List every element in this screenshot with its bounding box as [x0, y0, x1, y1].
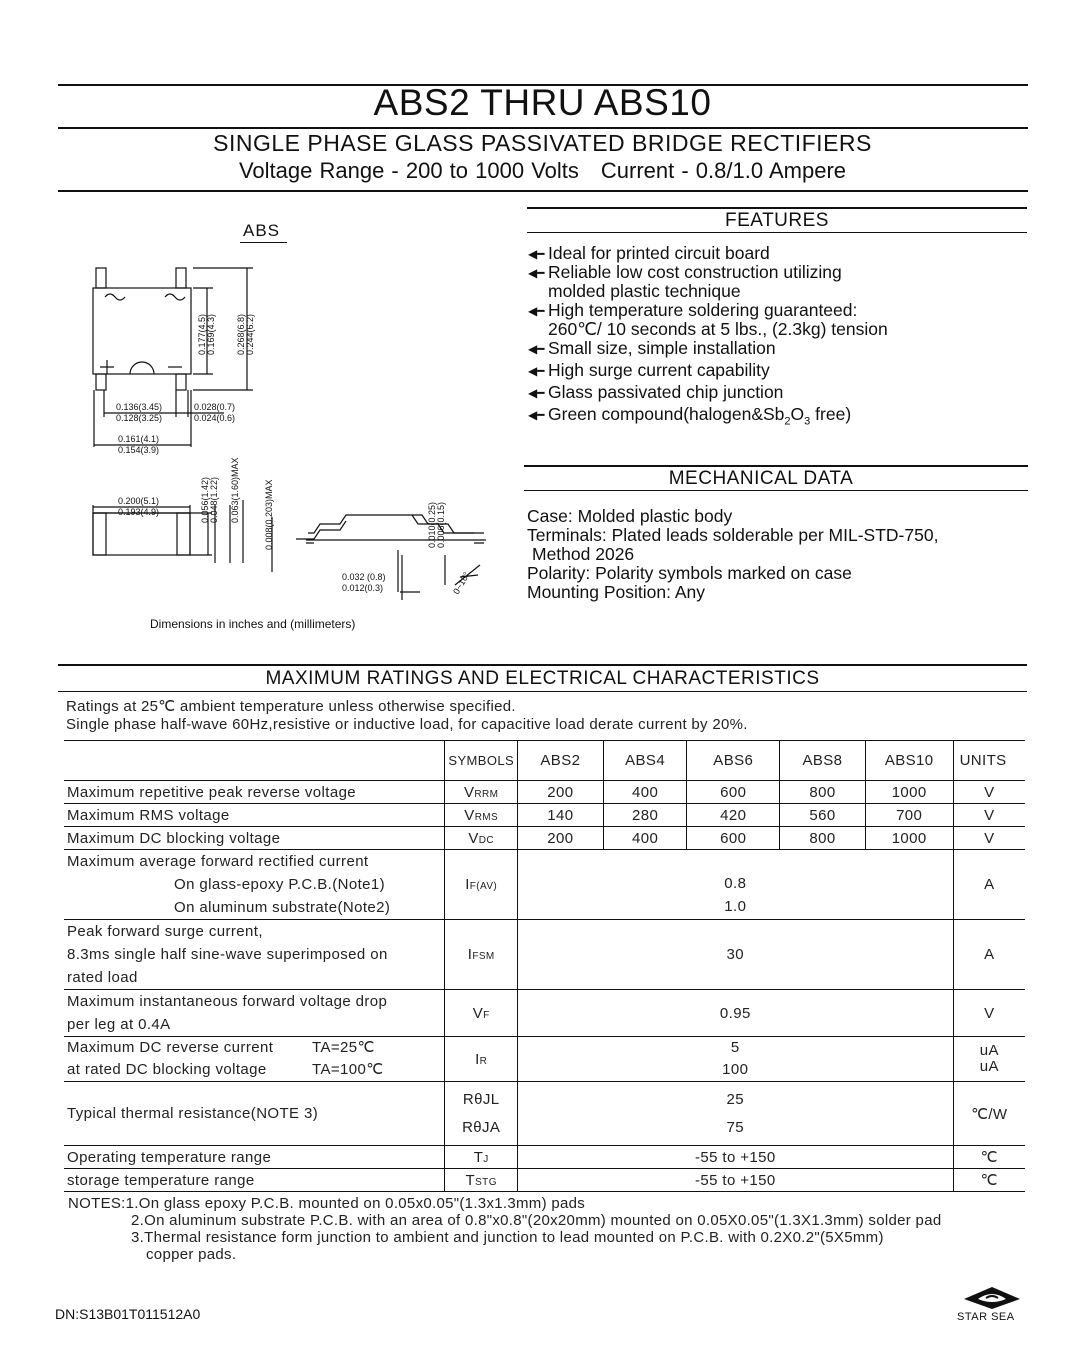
features-top-rule [527, 207, 1027, 209]
value-cell: -55 to +150 [518, 1146, 954, 1169]
unit-cell: ℃/W [953, 1082, 1025, 1146]
value-cell: 1000 [865, 781, 953, 804]
table-row-ifav [64, 850, 1025, 920]
feature-item-green: ◀━ Green $compound(halogen\&Sb_2O_3$ free) [528, 404, 852, 428]
symbol-cell: VRMS [445, 804, 518, 827]
value-cell: 700 [865, 804, 953, 827]
arrow-left-icon: ◀━ [528, 386, 545, 400]
value-cell: 400 [603, 781, 687, 804]
table-row-vdc [64, 827, 1025, 850]
value-cell: 140 [518, 804, 604, 827]
table-row-ir [64, 1037, 1025, 1082]
arrow-left-icon: ◀━ [528, 364, 545, 378]
value-cell: 200 [518, 781, 604, 804]
value-cell: 400 [603, 827, 687, 850]
symbol-cell: RθJL RθJA [445, 1082, 518, 1146]
dim-0-048: 0.048(1.22) [209, 476, 219, 523]
logo-text: STAR SEA [957, 1311, 1015, 1323]
row-label: Maximum repetitive peak reverse voltage [67, 783, 357, 801]
unit-cell: V [953, 827, 1025, 850]
ratings-top-rule [58, 664, 1027, 666]
row-label: Typical thermal resistance(NOTE 3) [67, 1105, 319, 1122]
symbol-cell: TSTG [445, 1169, 518, 1192]
star-sea-logo-icon [962, 1285, 1022, 1311]
note-2: 2.On aluminum substrate P.C.B. with an area of 0.8"x0.8"(20x20mm) mounted on 0.05X0.05"(1.3X1.3mm) solder pad [131, 1212, 942, 1229]
table-row-tstg [64, 1169, 1025, 1192]
dim-0-154: 0.154(3.9) [118, 445, 160, 455]
arrow-left-icon: ◀━ [528, 247, 545, 261]
unit-cell: A [953, 920, 1025, 990]
feature-item: ◀━ Reliable low cost construction utilizing molded plastic technique [528, 262, 842, 301]
table-row-thermal [64, 1082, 1025, 1146]
dim-0-177: 0.177(4.5) [197, 313, 207, 355]
dim-0-161: 0.161(4.1) [118, 434, 160, 444]
dim-angle: 0~10° [451, 570, 472, 596]
dim-0-008-max: 0.008(0.203)MAX [264, 479, 274, 550]
plus-symbol [100, 360, 114, 374]
ratings-heading-rule [58, 691, 1027, 692]
value-cell: 0.8 1.0 [518, 850, 954, 920]
features-heading: FEATURES [725, 210, 829, 231]
row-label: Maximum DC blocking voltage [67, 829, 281, 847]
value-cell: 600 [687, 827, 780, 850]
symbol-cell: IFSM [445, 920, 518, 990]
lead-bottom-left [96, 374, 106, 390]
ratings-note-2: Single phase half-wave 60Hz,resistive or inductive load, for capacitive load derate current by 20%. [66, 716, 748, 733]
value-cell: 280 [603, 804, 687, 827]
package-top-view [93, 288, 191, 374]
package-label: ABS [243, 221, 281, 240]
mechanical-data [527, 507, 938, 602]
dim-0-136: 0.136(3.45) [116, 402, 163, 412]
row-label: Maximum instantaneous forward voltage drop per leg at 0.4A [67, 993, 388, 1033]
unit-cell: ℃ [953, 1169, 1025, 1192]
table-row-tj [64, 1146, 1025, 1169]
header-units: UNITS [953, 741, 1025, 781]
lead-top-right [176, 268, 186, 288]
note-3: 3.Thermal resistance form junction to ambient and junction to lead mounted on P.C.B. with 0.2X0.2"(5X5mm) [131, 1229, 884, 1246]
ratings-heading: MAXIMUM RATINGS AND ELECTRICAL CHARACTERISTICS [265, 668, 820, 689]
symbol-cell: VDC [445, 827, 518, 850]
header-bottom-rule [58, 190, 1028, 192]
dim-0-200: 0.200(5.1) [118, 496, 160, 506]
dim-0-028: 0.028(0.7) [194, 402, 236, 412]
dim-0-012: 0.012(0.3) [342, 583, 384, 593]
header-abs8: ABS8 [780, 741, 866, 781]
arrow-left-icon: ◀━ [528, 266, 545, 280]
row-label: Maximum RMS voltage [67, 806, 230, 824]
feature-item: ◀━ Ideal for printed circuit board [528, 243, 770, 263]
voltage-range: Voltage Range - 200 to 1000 Volts [238, 158, 579, 183]
feature-item: ◀━ High surge current capability [528, 360, 770, 380]
unit-cell: A [953, 850, 1025, 920]
header-abs10: ABS10 [865, 741, 953, 781]
value-cell: 420 [687, 804, 780, 827]
value-cell: 5 100 [518, 1037, 954, 1082]
dim-0-063-max: 0.063(1.60)MAX [230, 457, 240, 523]
mech-method: Method 2026 [532, 544, 635, 564]
symbol-cell: IF(AV) [445, 850, 518, 920]
feature-item: ◀━ Small size, simple installation [528, 338, 776, 358]
mech-mounting: Mounting Position: Any [527, 582, 706, 602]
dim-0-056: 0.056(1.42) [200, 476, 210, 523]
row-label: Peak forward surge current, 8.3ms single half sine-wave superimposed on rated load [67, 923, 388, 986]
arrow-left-icon: ◀━ [528, 304, 545, 318]
symbol-cell: TJ [445, 1146, 518, 1169]
value-cell: 800 [780, 781, 866, 804]
header-abs2: ABS2 [518, 741, 604, 781]
unit-cell: ℃ [953, 1146, 1025, 1169]
dim-0-193: 0.193(4.9) [118, 507, 160, 517]
row-label: Operating temperature range [67, 1148, 272, 1166]
package-side-view [93, 513, 190, 555]
ratings-notes [66, 698, 748, 734]
row-label: storage temperature range [67, 1171, 255, 1189]
package-label-underline [240, 242, 287, 243]
unit-cell: V [953, 781, 1025, 804]
dimension-note: Dimensions in inches and (millimeters) [150, 617, 356, 631]
value-cell: 1000 [865, 827, 953, 850]
mech-case: Case: Molded plastic body [527, 506, 733, 526]
symbol-cell: VRRM [445, 781, 518, 804]
feature-item: ◀━ Glass passivated chip junction [528, 382, 784, 402]
value-cell: 0.95 [518, 990, 954, 1037]
mech-polarity: Polarity: Polarity symbols marked on case [527, 563, 852, 583]
lead-bottom-right [176, 374, 186, 390]
unit-cell: V [953, 990, 1025, 1037]
mechanical-heading: MECHANICAL DATA [668, 468, 854, 489]
table-header-row [64, 741, 1025, 781]
notch-mark [130, 362, 154, 374]
header-abs4: ABS4 [603, 741, 687, 781]
dim-0-032: 0.032 (0.8) [342, 572, 386, 582]
mech-heading-rule [524, 490, 1028, 491]
document-number: DN:S13B01T011512A0 [55, 1306, 201, 1322]
mech-terminals: Terminals: Plated leads solderable per MIL-STD-750, [527, 525, 939, 545]
dim-0-006: 0.006(0.15) [436, 501, 446, 548]
note-3-cont: copper pads. [146, 1246, 237, 1263]
unit-cell: V [953, 804, 1025, 827]
arrow-left-icon: ◀━ [528, 342, 545, 356]
features-list [528, 244, 888, 432]
subtitle: SINGLE PHASE GLASS PASSIVATED BRIDGE RECTIFIERS [213, 130, 872, 156]
table-row-ifsm [64, 920, 1025, 990]
lead-top-left [96, 268, 106, 288]
dim-0-024: 0.024(0.6) [194, 413, 236, 423]
ac-symbol-right [165, 294, 185, 300]
value-cell: 560 [780, 804, 866, 827]
dim-0-169: 0.169(4.3) [206, 313, 216, 355]
row-label: Maximum average forward rectified current On glass-epoxy P.C.B.(Note1) On aluminum substrate(Note2) [67, 853, 391, 916]
value-cell: -55 to +150 [518, 1169, 954, 1192]
table-row-vrrm [64, 781, 1025, 804]
dim-0-128: 0.128(3.25) [116, 413, 163, 423]
header-abs6: ABS6 [687, 741, 780, 781]
package-outline-drawing [60, 255, 500, 600]
symbol-cell: IR [445, 1037, 518, 1082]
current-range: Current - 0.8/1.0 Ampere [600, 158, 847, 183]
title-rule [58, 127, 1028, 129]
dim-0-268: 0.268(6.8) [236, 313, 246, 355]
ratings-note-1: Ratings at 25℃ ambient temperature unless otherwise specified. [66, 698, 516, 715]
header-symbols: SYMBOLS [445, 741, 518, 781]
ac-symbol-left [105, 294, 125, 300]
ratings-table [64, 740, 1025, 1192]
value-cell: 600 [687, 781, 780, 804]
unit-cell: uA uA [953, 1037, 1025, 1082]
features-heading-rule [527, 232, 1027, 233]
value-cell: 200 [518, 827, 604, 850]
voltage-current-line [0, 158, 1085, 184]
row-label: Maximum DC reverse current TA=25℃ at rated DC blocking voltage TA=100℃ [67, 1039, 384, 1078]
arrow-left-icon: ◀━ [528, 408, 545, 422]
note-1: NOTES:1.On glass epoxy P.C.B. mounted on 0.05x0.05"(1.3x1.3mm) pads [68, 1195, 586, 1212]
page-title: ABS2 THRU ABS10 [373, 82, 712, 123]
notes [68, 1195, 941, 1263]
value-cell: 800 [780, 827, 866, 850]
dim-0-244: 0.244(6.2) [245, 313, 255, 355]
dim-0-010: 0.010(0.25) [427, 501, 437, 548]
mech-top-rule [524, 465, 1028, 467]
value-cell: 30 [518, 920, 954, 990]
value-cell: 25 75 [518, 1082, 954, 1146]
feature-item: ◀━ High temperature soldering guaranteed: 260℃/ 10 seconds at 5 lbs., (2.3kg) tension [528, 300, 888, 339]
symbol-cell: VF [445, 990, 518, 1037]
table-row-vf [64, 990, 1025, 1037]
table-row-vrms [64, 804, 1025, 827]
